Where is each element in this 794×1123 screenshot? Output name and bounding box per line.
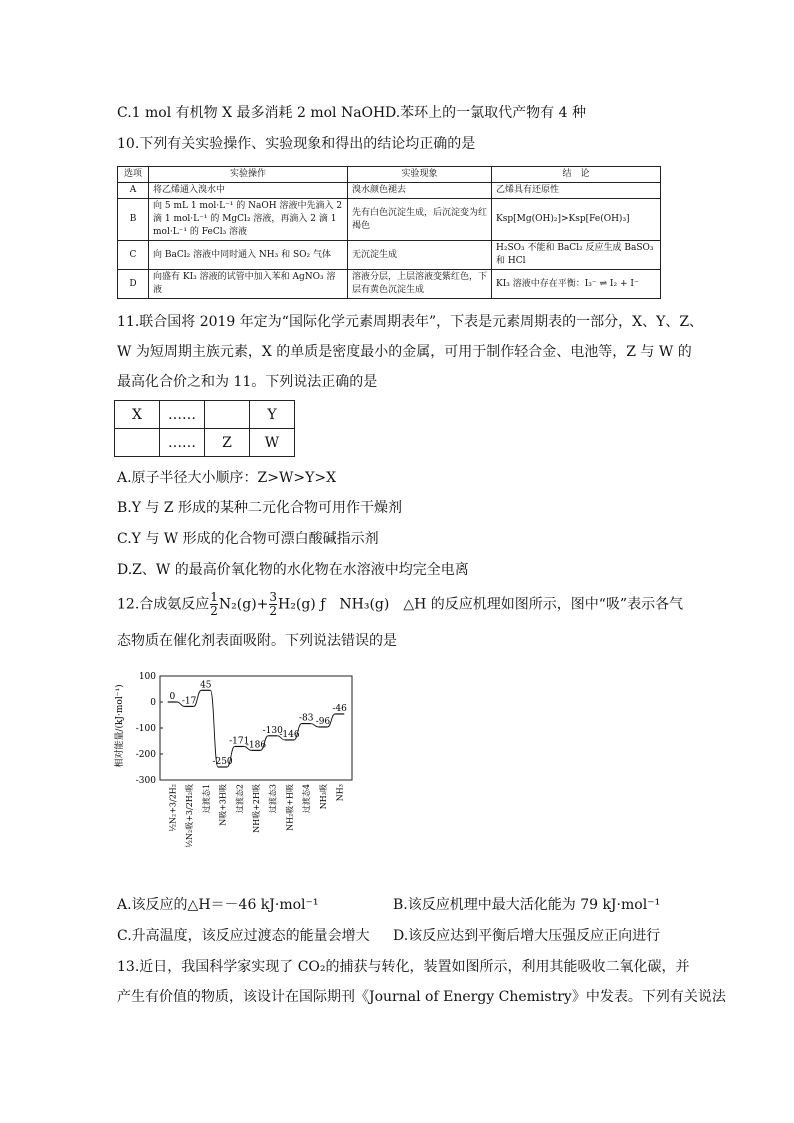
q12-option-a: A.该反应的△H＝－46 kJ·mol⁻¹ bbox=[117, 897, 319, 913]
q12-stem-line2: 态物质在催化剂表面吸附。下列说法错误的是 bbox=[117, 633, 397, 649]
chart-marks bbox=[168, 680, 347, 847]
category-label: NH₃ bbox=[335, 784, 345, 802]
table-row bbox=[118, 270, 661, 299]
cell-empty bbox=[205, 401, 250, 429]
fraction-half bbox=[210, 591, 218, 618]
energy-value-label: -186 bbox=[245, 740, 267, 751]
cell-empty bbox=[115, 429, 160, 457]
chart-y-label: 相对能量/(kJ·mol⁻¹) bbox=[115, 684, 125, 768]
q12-option-b: B.该反应机理中最大活化能为 79 kJ·mol⁻¹ bbox=[393, 897, 661, 913]
energy-value-label: -171 bbox=[229, 736, 250, 747]
row-option: A bbox=[118, 183, 149, 199]
q12-mid2: H₂(g) ƒ NH₃(g) △H 的反应机理如图所示，图中“吸”表示各气 bbox=[278, 596, 684, 613]
header-operation: 实验操作 bbox=[149, 167, 348, 183]
cell-ellipsis: …… bbox=[160, 401, 205, 429]
y-tick-label: 100 bbox=[138, 672, 156, 682]
periodic-table-fragment bbox=[114, 400, 295, 457]
cell-w: W bbox=[250, 429, 295, 457]
q13-line2: 产生有价值的物质，该设计在国际期刊《Journal of Energy Chemistry》中发表。下列有关说法 bbox=[117, 989, 726, 1005]
y-tick-label: -100 bbox=[135, 724, 156, 734]
row-operation: 将乙烯通入溴水中 bbox=[149, 183, 348, 199]
row-observation: 先有白色沉淀生成，后沉淀变为红褐色 bbox=[348, 199, 492, 241]
q11-option-b: B.Y 与 Z 形成的某种二元化合物可用作干燥剂 bbox=[117, 500, 403, 516]
q12-option-c: C.升高温度，该反应过渡态的能量会增大 bbox=[117, 928, 370, 944]
row-observation: 无沉淀生成 bbox=[348, 241, 492, 270]
cell-z: Z bbox=[205, 429, 250, 457]
q12-prefix: 12.合成氨反应 bbox=[117, 596, 210, 613]
chart-axes bbox=[136, 672, 352, 786]
cell-x: X bbox=[115, 401, 160, 429]
category-label: 过渡态3 bbox=[268, 784, 278, 814]
energy-value-label: 0 bbox=[169, 692, 176, 702]
fraction-numerator: 3 bbox=[269, 590, 278, 604]
q10-stem: 10.下列有关实验操作、实验现象和得出的结论均正确的是 bbox=[117, 136, 476, 152]
table-row bbox=[118, 241, 661, 270]
energy-profile-chart bbox=[112, 668, 362, 880]
q9-option-d: D.苯环上的一氯取代产物有 4 种 bbox=[385, 105, 586, 121]
q12-option-d: D.该反应达到平衡后增大压强反应正向进行 bbox=[393, 928, 661, 944]
q11-line3: 最高化合价之和为 11。下列说法正确的是 bbox=[117, 374, 378, 390]
y-tick-label: 0 bbox=[150, 698, 156, 708]
row-conclusion: Ksp[Mg(OH)₂]>Ksp[Fe(OH)₃] bbox=[492, 199, 661, 241]
row-conclusion: H₂SO₃ 不能和 BaCl₂ 反应生成 BaSO₃ 和 HCl bbox=[492, 241, 661, 270]
category-label: 过渡态4 bbox=[302, 784, 312, 814]
energy-value-label: 45 bbox=[200, 680, 212, 691]
header-option: 选项 bbox=[118, 167, 149, 183]
header-conclusion: 结 论 bbox=[492, 167, 661, 183]
category-label: NH₃吸 bbox=[318, 784, 328, 810]
table-row bbox=[118, 183, 661, 199]
q11-option-d: D.Z、W 的最高价氧化物的水化物在水溶液中均完全电离 bbox=[117, 562, 469, 578]
fraction-denominator: 2 bbox=[210, 604, 218, 618]
category-label: 过渡态1 bbox=[201, 784, 211, 814]
q11-line2: W 为短周期主族元素，X 的单质是密度最小的金属，可用于制作轻合金、电池等，Z 与 W 的 bbox=[117, 344, 692, 360]
header-observation: 实验现象 bbox=[348, 167, 492, 183]
energy-value-label: -17 bbox=[181, 696, 197, 707]
energy-value-label: -130 bbox=[262, 725, 283, 736]
row-operation: 向 5 mL 1 mol·L⁻¹ 的 NaOH 溶液中先滴入 2 滴 1 mol·L⁻¹ 的 MgCl₂ 溶液，再滴入 2 滴 1 mol·L⁻¹ 的 FeCl₃ 溶液 bbox=[149, 199, 348, 241]
energy-value-label: -83 bbox=[298, 713, 314, 724]
energy-value-label: -96 bbox=[315, 716, 331, 727]
energy-connector bbox=[210, 690, 218, 767]
row-observation: 溶液分层，上层溶液变紫红色，下层有黄色沉淀生成 bbox=[348, 270, 492, 299]
table-row bbox=[118, 199, 661, 241]
energy-value-label: -250 bbox=[212, 757, 233, 767]
category-label: ½N₂吸+3/2H₂吸 bbox=[185, 784, 195, 848]
q13-line1: 13.近日，我国科学家实现了 CO₂的捕获与转化，装置如图所示，利用其能吸收二氧化碳，并 bbox=[117, 959, 690, 975]
row-option: B bbox=[118, 199, 149, 241]
category-label: NH吸+2H吸 bbox=[252, 784, 261, 833]
fraction-numerator: 1 bbox=[210, 590, 218, 604]
q11-option-a: A.原子半径大小顺序：Z>W>Y>X bbox=[117, 470, 337, 486]
energy-value-label: -46 bbox=[332, 703, 347, 714]
row-operation: 向 BaCl₂ 溶液中同时通入 NH₃ 和 SO₂ 气体 bbox=[149, 241, 348, 270]
category-label: N吸+3H吸 bbox=[218, 784, 228, 826]
row-conclusion: KI₃ 溶液中存在平衡：I₃⁻ ⇌ I₂ + I⁻ bbox=[492, 270, 661, 299]
row-operation: 向盛有 KI₃ 溶液的试管中加入苯和 AgNO₃ 溶液 bbox=[149, 270, 348, 299]
q9-option-c: C.1 mol 有机物 X 最多消耗 2 mol NaOH bbox=[117, 105, 386, 121]
category-label: 过渡态2 bbox=[235, 784, 245, 814]
experiment-table bbox=[117, 166, 661, 299]
energy-value-label: -146 bbox=[279, 729, 300, 740]
category-label: ½N₂+3/2H₂ bbox=[168, 784, 178, 832]
row-observation: 溴水颜色褪去 bbox=[348, 183, 492, 199]
y-tick-label: -300 bbox=[135, 776, 156, 786]
row-conclusion: 乙烯具有还原性 bbox=[492, 183, 661, 199]
category-label: NH₂吸+H吸 bbox=[285, 784, 295, 831]
q11-line1: 11.联合国将 2019 年定为“国际化学元素周期表年”，下表是元素周期表的一部分，X、Y、Z、 bbox=[117, 314, 704, 330]
row-option: C bbox=[118, 241, 149, 270]
row-option: D bbox=[118, 270, 149, 299]
fraction-three-halves bbox=[269, 591, 277, 618]
y-tick-label: -200 bbox=[135, 750, 156, 760]
chart-frame bbox=[160, 676, 352, 780]
cell-y: Y bbox=[250, 401, 295, 429]
q12-mid1: N₂(g)+ bbox=[218, 596, 269, 613]
cell-ellipsis: …… bbox=[160, 429, 205, 457]
q12-stem-line1 bbox=[117, 591, 683, 618]
q11-option-c: C.Y 与 W 形成的化合物可漂白酸碱指示剂 bbox=[117, 531, 379, 547]
fraction-denominator: 2 bbox=[269, 604, 278, 618]
